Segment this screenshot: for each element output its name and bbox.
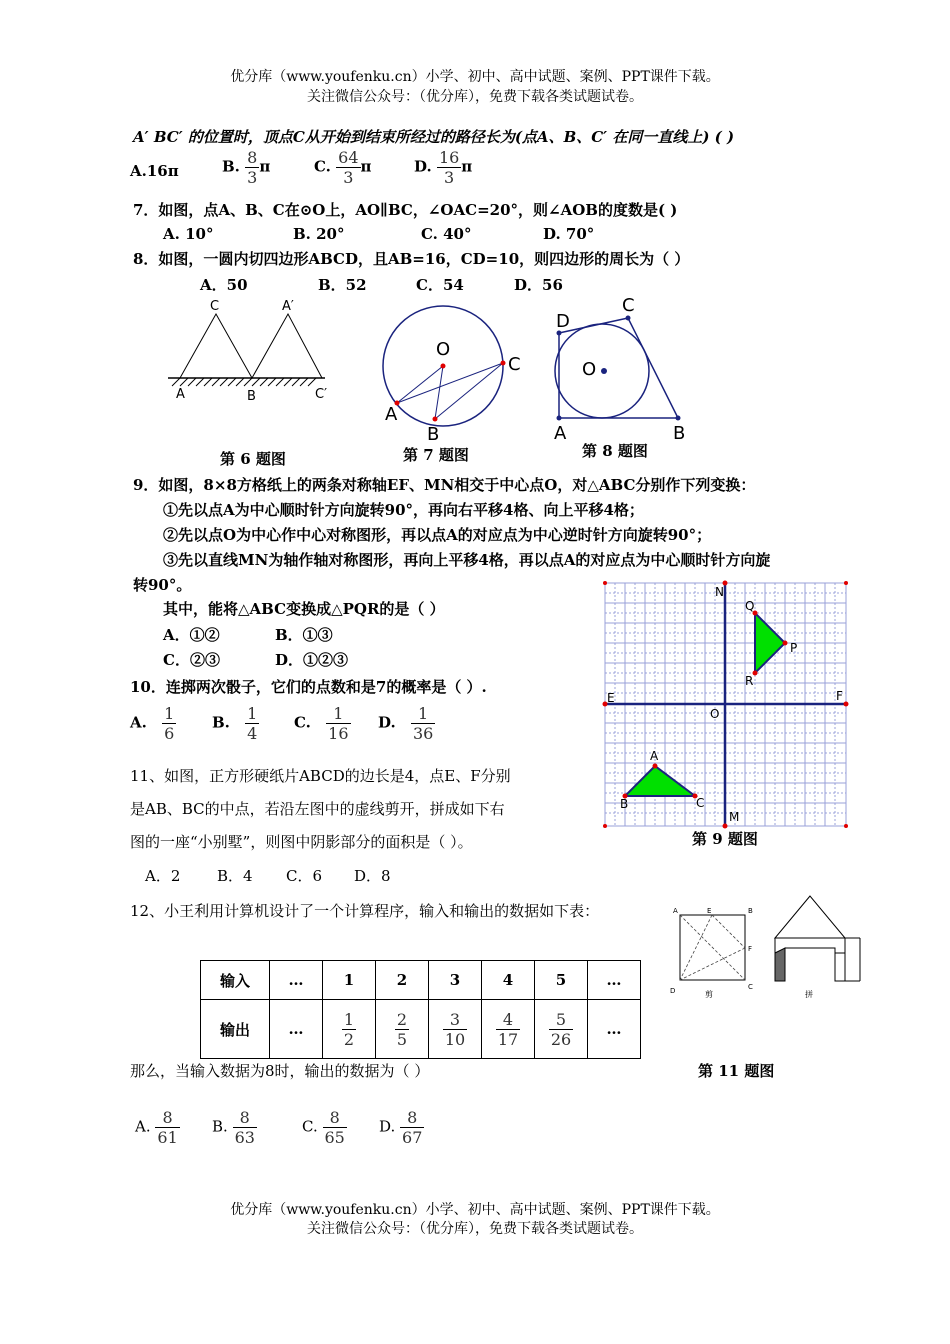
- fig9-label-f: F: [836, 689, 843, 703]
- table-cell: 2: [376, 961, 429, 1000]
- frac-den: 36: [412, 724, 434, 743]
- q12-option-c-label: C.: [302, 1117, 318, 1136]
- table-cell: [323, 1000, 376, 1059]
- q11-option-d: D．8: [354, 867, 391, 885]
- frac-num: 8: [247, 148, 258, 167]
- q12-option-c-frac: [323, 1108, 347, 1147]
- frac-num: 8: [155, 1108, 179, 1128]
- fig8-label-b: B: [673, 423, 686, 443]
- q10-option-a-frac: [162, 704, 176, 743]
- fig11-label-d: D: [670, 987, 676, 995]
- frac-den: 6: [164, 724, 175, 743]
- table-cell: 5: [535, 961, 588, 1000]
- fig8-label-o: O: [582, 359, 597, 380]
- q10-option-b: [212, 704, 259, 743]
- frac-num: 8: [233, 1108, 257, 1128]
- q8-option-c: C．54: [416, 276, 464, 294]
- q10-option-b-frac: [245, 704, 259, 743]
- q9-option-b: B．①③: [275, 626, 333, 644]
- q7-option-a: A. 10°: [163, 225, 214, 243]
- fig9-caption: 第 9 题图: [692, 830, 758, 848]
- frac-num: 3: [443, 1010, 467, 1030]
- q11-option-c: C．6: [286, 867, 323, 885]
- table-cell: 3: [429, 961, 482, 1000]
- frac-num: 64: [338, 148, 359, 167]
- frac-num: 1: [247, 704, 258, 723]
- frac-den: 3: [444, 168, 455, 187]
- fig7-label-o: O: [436, 339, 451, 360]
- frac-den: 10: [444, 1029, 466, 1049]
- q9-text: 9．如图，8×8方格纸上的两条对称轴EF、MN相交于中心点O，对△ABC分别作下列变换：: [133, 476, 756, 494]
- footer-line-1: 优分库（www.youfenku.cn）小学、初中、高中试题、案例、PPT课件下载。: [230, 1202, 720, 1218]
- frac-den: 26: [550, 1029, 572, 1049]
- table-frac: [496, 1010, 520, 1049]
- fig9-label-r: R: [745, 674, 754, 688]
- table-frac: [443, 1010, 467, 1049]
- fig8-label-d: D: [556, 311, 570, 332]
- frac-den: 63: [234, 1128, 255, 1147]
- pi-symbol: π: [259, 157, 271, 176]
- q9-option-d: D．①②③: [275, 651, 349, 669]
- q10-option-c: [294, 704, 351, 743]
- frac-den: 17: [497, 1029, 519, 1049]
- footer-line-2: 关注微信公众号：（优分库），免费下载各类试题试卷。: [307, 1221, 643, 1237]
- q8-option-d: D．56: [514, 276, 563, 294]
- table-frac: [395, 1010, 409, 1049]
- pi-symbol: π: [360, 157, 372, 176]
- fig8-label-a: A: [554, 423, 567, 443]
- q8-text: 8．如图，一圆内切四边形ABCD，且AB=16，CD=10，则四边形的周长为（ ）: [133, 250, 690, 268]
- q12-option-c: [302, 1108, 347, 1147]
- header-line-2: 关注微信公众号：（优分库），免费下载各类试题试卷。: [307, 89, 643, 105]
- fig9-label-q: Q: [745, 599, 755, 613]
- q7-option-d: D. 70°: [543, 225, 595, 243]
- q6-option-b-label: B.: [222, 157, 240, 176]
- table-cell: 1: [323, 961, 376, 1000]
- q10-option-a-label: A.: [130, 713, 147, 732]
- frac-den: 5: [396, 1029, 408, 1049]
- fig6-label-b: B: [247, 389, 256, 404]
- fig9-label-p: P: [790, 641, 798, 655]
- q10-option-d-label: D.: [378, 713, 396, 732]
- frac-num: 1: [411, 704, 435, 724]
- q11-option-a: A．2: [145, 867, 181, 885]
- q6-option-b: [222, 148, 270, 187]
- table-cell: [535, 1000, 588, 1059]
- fig9-diagram: [600, 578, 852, 830]
- pi-symbol: π: [461, 157, 473, 176]
- fig11-label-cut: 剪: [705, 990, 713, 999]
- q12-option-d-label: D.: [379, 1117, 396, 1136]
- q12-option-a: [135, 1108, 180, 1147]
- q6-option-a: A.16π: [130, 162, 179, 180]
- q6-option-d-frac: [437, 148, 461, 187]
- q9-question: 其中，能将△ABC变换成△PQR的是（ ）: [163, 600, 445, 618]
- q12-table: [200, 960, 641, 1059]
- q12-text: 12、小王利用计算机设计了一个计算程序，输入和输出的数据如下表：: [130, 902, 600, 920]
- fig9-label-n: N: [715, 585, 724, 599]
- q11-line-1: 11、如图，正方形硬纸片ABCD的边长是4，点E、F分别: [130, 767, 511, 785]
- frac-den: 61: [157, 1128, 178, 1147]
- q6-option-b-frac: [245, 148, 259, 187]
- header-line-1: 优分库（www.youfenku.cn）小学、初中、高中试题、案例、PPT课件下载。: [230, 69, 720, 85]
- q6-text: A′ BC′ 的位置时，顶点C从开始到结束所经过的路径长为(点A、B、C′ 在同一直线上) ( ): [133, 128, 735, 146]
- q12-option-d: [379, 1108, 424, 1147]
- table-cell-ellipsis: …: [270, 1000, 323, 1059]
- q11-option-b: B．4: [217, 867, 253, 885]
- q12-option-b: [212, 1108, 257, 1147]
- fig7-label-a: A: [385, 404, 398, 425]
- q9-step-1: ①先以点A为中心顺时针方向旋转90°，再向右平移4格、向上平移4格；: [163, 501, 644, 519]
- q8-option-b: B．52: [318, 276, 367, 294]
- q8-option-a: A．50: [200, 276, 248, 294]
- q11-line-3: 图的一座“小别墅”，则图中阴影部分的面积是（ ）。: [130, 833, 473, 851]
- q9-option-c: C．②③: [163, 651, 220, 669]
- frac-den: 3: [343, 168, 354, 187]
- frac-num: 1: [326, 704, 350, 724]
- frac-num: 16: [438, 148, 460, 167]
- q9-step-2: ②先以点O为中心作中心对称图形，再以点A的对应点为中心逆时针方向旋转90°；: [163, 526, 712, 544]
- fig7-label-c: C: [508, 354, 521, 375]
- frac-den: 16: [328, 724, 349, 743]
- fig9-label-a: A: [650, 749, 659, 763]
- q7-option-c: C. 40°: [421, 225, 472, 243]
- fig7-label-b: B: [427, 424, 440, 445]
- fig9-label-b: B: [620, 797, 629, 811]
- q6-option-c-frac: [336, 148, 360, 187]
- table-header-input: 输入: [201, 961, 270, 1000]
- fig11-caption: 第 11 题图: [698, 1062, 775, 1080]
- q7-option-b: B. 20°: [293, 225, 345, 243]
- fig11-label-a: A: [673, 907, 678, 915]
- frac-num: 5: [549, 1010, 573, 1030]
- table-header-output: 输出: [201, 1000, 270, 1059]
- fig9-label-m: M: [729, 810, 740, 824]
- frac-den: 4: [247, 724, 258, 743]
- frac-den: 2: [343, 1029, 355, 1049]
- q12-option-d-frac: [400, 1108, 424, 1147]
- fig6-caption: 第 6 题图: [220, 450, 286, 468]
- fig7-caption: 第 7 题图: [403, 446, 469, 464]
- q10-option-a: [130, 704, 176, 743]
- table-cell: 4: [482, 961, 535, 1000]
- table-row-input: [201, 961, 641, 1000]
- q9-step-3-cont: 转90°。: [133, 576, 192, 594]
- table-cell: [376, 1000, 429, 1059]
- q12-option-a-label: A.: [135, 1117, 151, 1136]
- q10-text: 10．连掷两次骰子，它们的点数和是7的概率是（ ）.: [130, 678, 487, 696]
- q10-option-c-frac: [326, 704, 350, 743]
- fig11-label-e: E: [707, 907, 712, 915]
- q10-option-c-label: C.: [294, 713, 311, 732]
- fig7-diagram: [375, 295, 535, 445]
- frac-den: 3: [247, 168, 258, 187]
- fig11-label-c: C: [748, 983, 753, 991]
- fig8-label-c: C: [622, 295, 635, 316]
- table-frac: [549, 1010, 573, 1049]
- q12-question: 那么，当输入数据为8时，输出的数据为（ ）: [130, 1062, 430, 1080]
- table-frac: [342, 1010, 356, 1049]
- q9-option-a: A．①②: [163, 626, 220, 644]
- frac-den: 67: [402, 1128, 423, 1147]
- table-cell: [482, 1000, 535, 1059]
- q6-option-c: [314, 148, 371, 187]
- q6-option-c-label: C.: [314, 157, 331, 176]
- frac-num: 1: [343, 1009, 355, 1029]
- q9-step-3: ③先以直线MN为轴作轴对称图形，再向上平移4格，再以点A的对应点为中心顺时针方向旋: [163, 551, 771, 569]
- frac-num: 8: [323, 1108, 347, 1128]
- frac-num: 4: [496, 1010, 520, 1030]
- q10-option-b-label: B.: [212, 713, 230, 732]
- fig11-label-f: F: [748, 945, 753, 953]
- q6-option-d: [414, 148, 472, 187]
- q7-text: 7．如图，点A、B、C在⊙O上，AO∥BC，∠OAC=20°，则∠AOB的度数是( ): [133, 201, 678, 219]
- q11-line-2: 是AB、BC的中点，若沿左图中的虚线剪开，拼成如下右: [130, 800, 505, 818]
- fig9-label-c: C: [696, 796, 705, 810]
- fig6-label-a: A: [176, 387, 185, 402]
- table-cell-ellipsis: …: [588, 1000, 641, 1059]
- fig6-diagram: [160, 290, 340, 410]
- frac-den: 65: [324, 1128, 345, 1147]
- q10-option-d: [378, 704, 435, 743]
- frac-num: 2: [396, 1009, 408, 1029]
- fig11-label-assemble: 拼: [805, 990, 813, 999]
- q10-option-d-frac: [411, 704, 435, 743]
- fig9-label-o: O: [710, 707, 720, 721]
- q6-option-d-label: D.: [414, 157, 432, 176]
- fig8-diagram: [550, 293, 695, 443]
- table-row-output: [201, 1000, 641, 1059]
- frac-num: 8: [400, 1108, 424, 1128]
- fig6-label-c2: C′: [315, 387, 328, 402]
- q12-option-b-frac: [233, 1108, 257, 1147]
- fig6-label-c: C: [210, 299, 220, 314]
- fig6-label-a2: A′: [282, 299, 294, 314]
- table-cell-ellipsis: …: [588, 961, 641, 1000]
- fig8-caption: 第 8 题图: [582, 442, 648, 460]
- q12-option-b-label: B.: [212, 1117, 228, 1136]
- table-cell-ellipsis: …: [270, 961, 323, 1000]
- frac-num: 1: [164, 704, 175, 723]
- fig9-label-e: E: [607, 691, 615, 705]
- fig11-diagram: [665, 893, 865, 1003]
- q12-option-a-frac: [155, 1108, 179, 1147]
- fig11-label-b: B: [748, 907, 753, 915]
- table-cell: [429, 1000, 482, 1059]
